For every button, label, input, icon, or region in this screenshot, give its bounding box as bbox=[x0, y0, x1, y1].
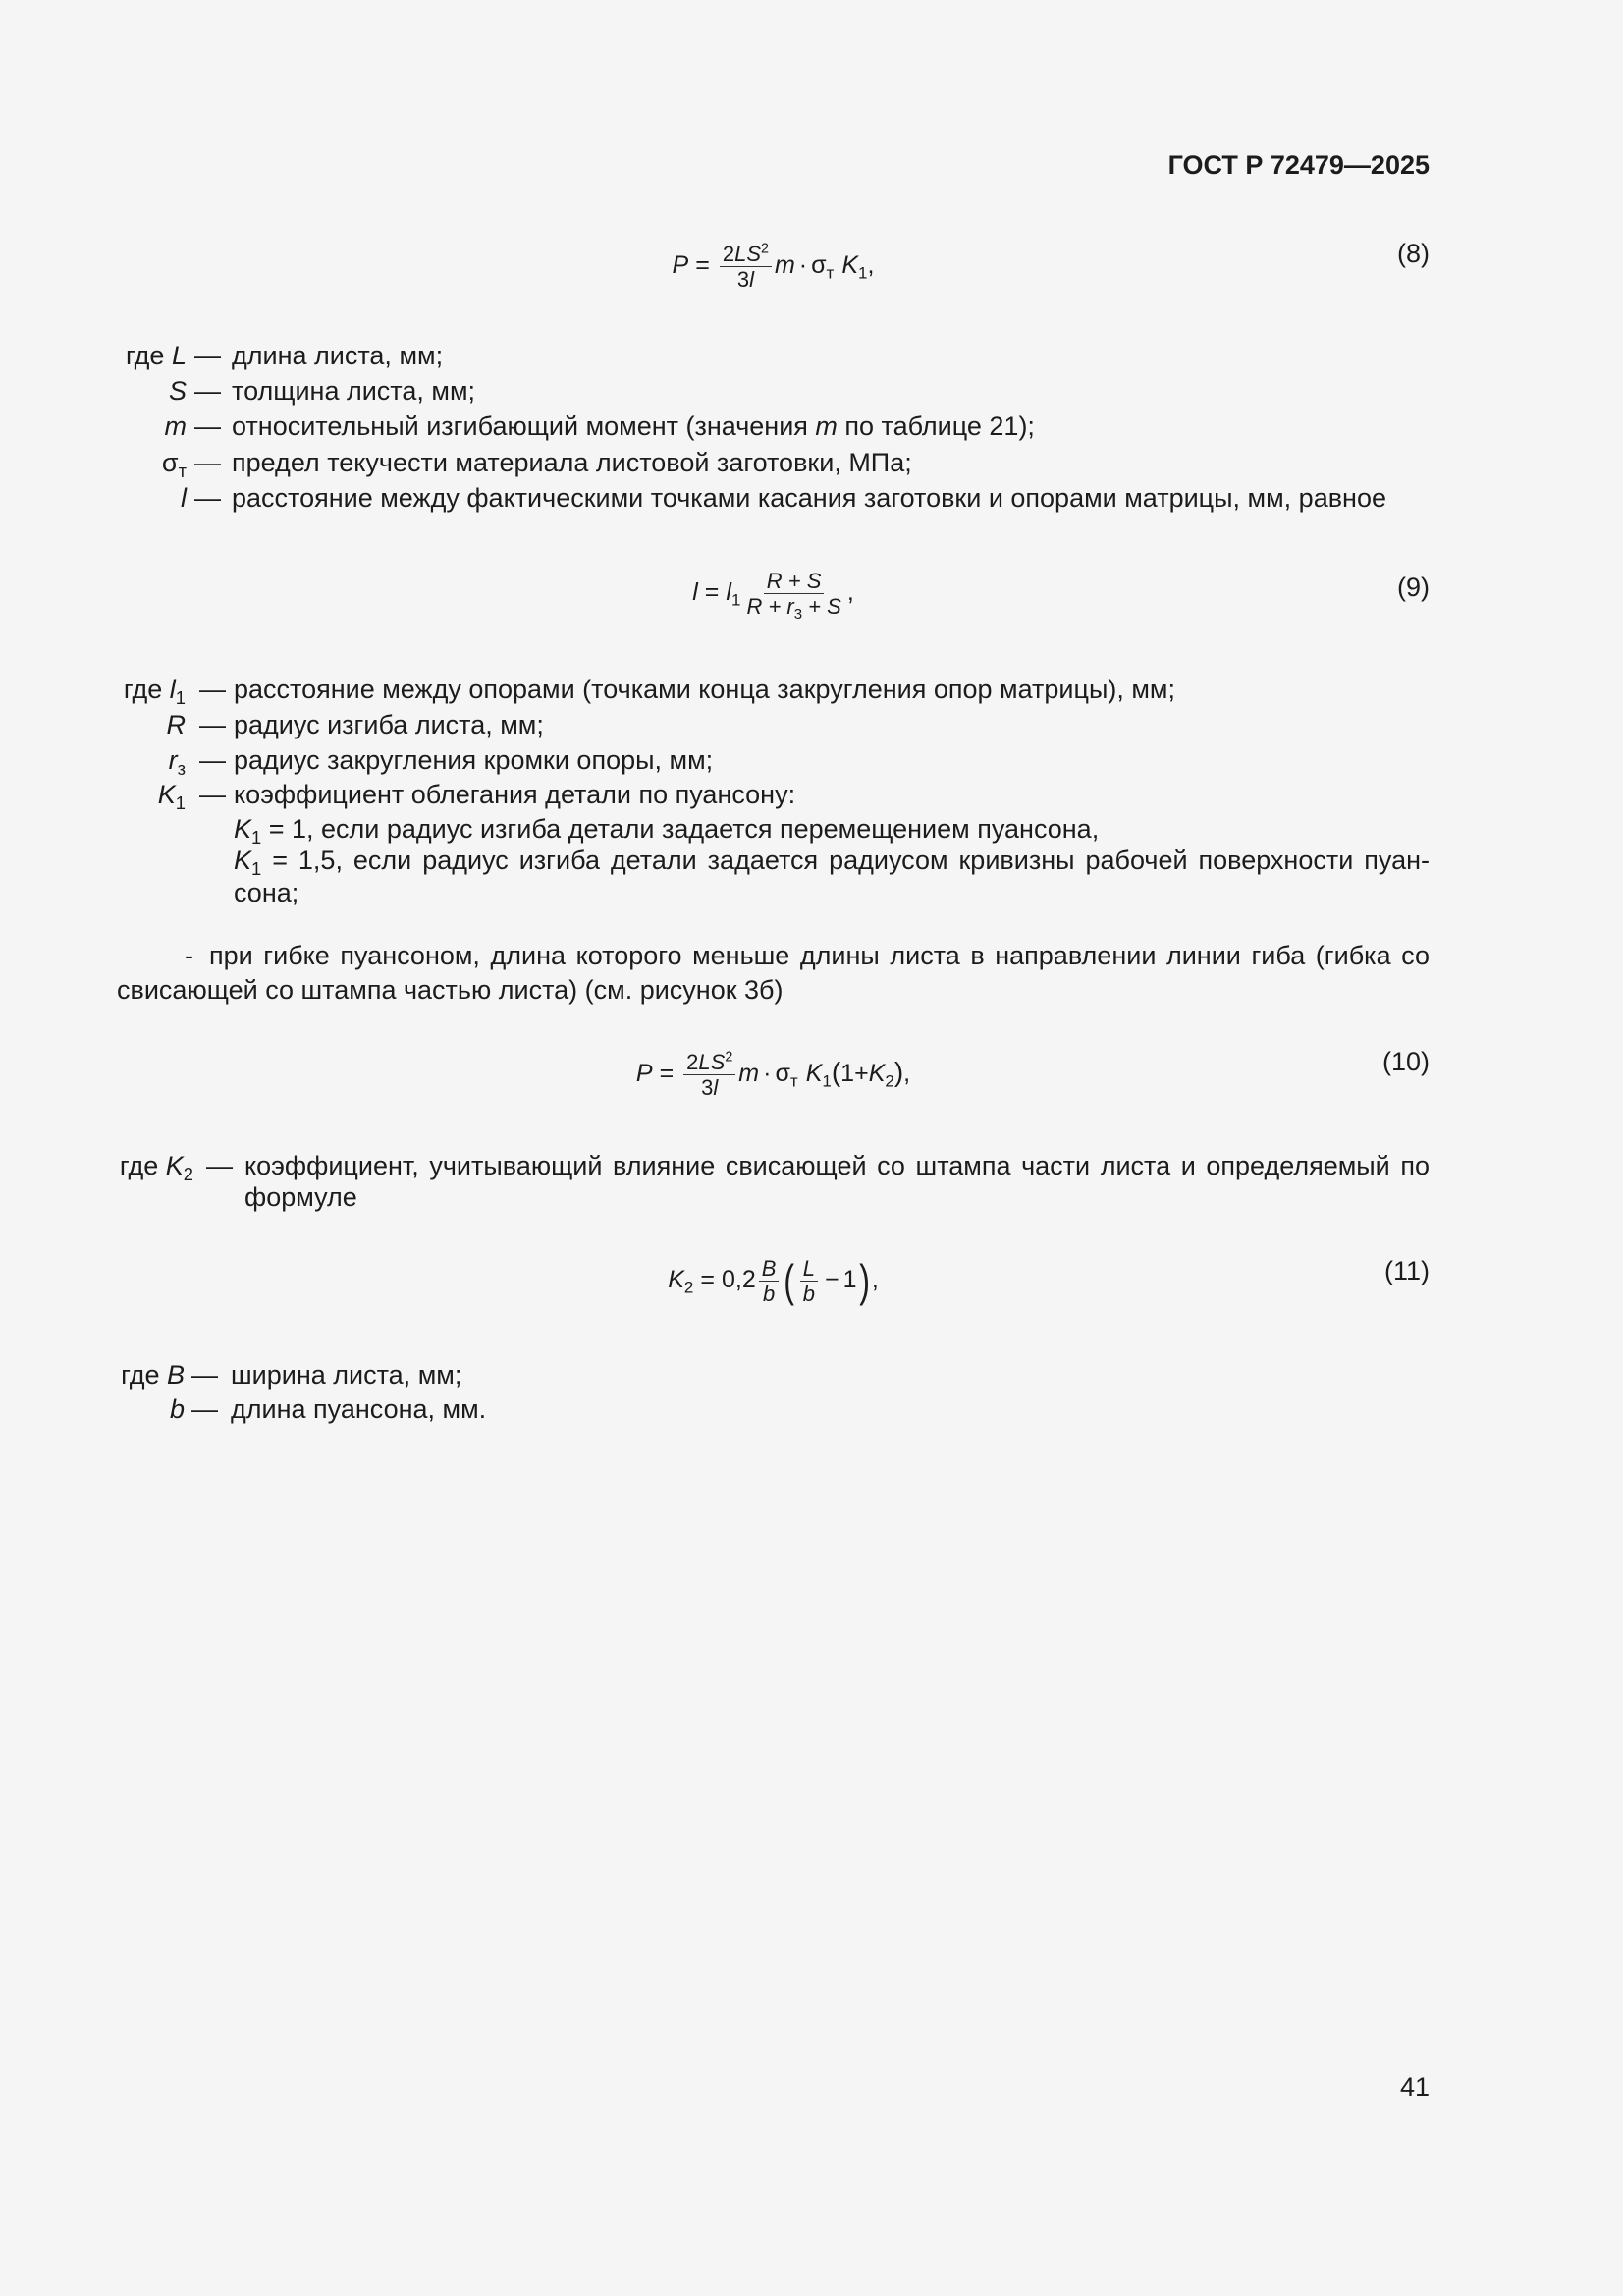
formula-9-number: (9) bbox=[1397, 573, 1430, 602]
dash: — bbox=[194, 483, 221, 513]
symbol-sigma-subscript: т bbox=[178, 460, 187, 481]
formula-8-numerator bbox=[720, 242, 772, 267]
legend-label bbox=[126, 338, 187, 373]
legend-row-K2-continued bbox=[0, 1179, 1623, 1215]
formula-11-minus: − bbox=[825, 1265, 839, 1293]
formula-10-tail: , bbox=[903, 1059, 911, 1087]
formula-10-k1: K bbox=[805, 1059, 823, 1087]
legend-text-line-1: коэффициент, учитывающий влияние свисающей со штампа части листа и определяемый по bbox=[244, 1151, 1430, 1180]
symbol-m: m bbox=[164, 411, 187, 441]
document-standard-number: ГОСТ Р 72479—2025 bbox=[1167, 150, 1430, 180]
legend-row-L bbox=[0, 338, 1623, 373]
symbol-r: r bbox=[168, 745, 178, 775]
case-text-line-1: = 1,5, если радиус изгиба детали задается радиусом кривизны рабочей поверхности пуан- bbox=[261, 846, 1430, 875]
formula-10 bbox=[117, 1035, 1430, 1114]
numerator-power: 2 bbox=[761, 240, 769, 256]
formula-9-lhs: l bbox=[692, 577, 698, 606]
legend-text-justified bbox=[234, 843, 1430, 878]
dash: — bbox=[194, 411, 221, 441]
symbol-K-subscript: 1 bbox=[251, 857, 262, 879]
formula-10-close-paren: ) bbox=[893, 1056, 904, 1087]
formula-8-number: (8) bbox=[1397, 239, 1430, 268]
formula-8-k: K bbox=[841, 250, 859, 279]
formula-11-open-paren: ( bbox=[784, 1255, 795, 1306]
where-word: где bbox=[123, 675, 163, 704]
formula-10-number: (10) bbox=[1381, 1047, 1430, 1076]
dash: — bbox=[191, 1360, 218, 1390]
denominator-part-1: R + r bbox=[746, 593, 794, 619]
where-word: где bbox=[121, 1360, 160, 1390]
legend-text: длина пуансона, мм. bbox=[231, 1394, 487, 1424]
dash: — bbox=[191, 1394, 218, 1424]
symbol-B: B bbox=[166, 1360, 185, 1390]
dash: — bbox=[199, 780, 226, 809]
dash: — bbox=[199, 675, 226, 704]
legend-text-line-2: формуле bbox=[244, 1182, 357, 1212]
legend-text: ширина листа, мм; bbox=[231, 1360, 462, 1390]
formula-10-fraction bbox=[683, 1050, 735, 1100]
dash: — bbox=[199, 710, 226, 739]
formula-11-close-paren: ) bbox=[858, 1255, 870, 1306]
formula-9-fraction bbox=[743, 568, 843, 623]
formula-10-sigma: σ bbox=[775, 1059, 790, 1087]
legend-label bbox=[170, 1392, 185, 1427]
formula-10-k2-subscript: 2 bbox=[885, 1071, 894, 1091]
symbol-L: L bbox=[171, 341, 187, 370]
formula-10-expression bbox=[636, 1050, 910, 1100]
formula-10-denominator bbox=[698, 1075, 721, 1100]
symbol-r-subscript: з bbox=[177, 757, 186, 779]
dash: — bbox=[194, 448, 221, 477]
denominator-coefficient: 3 bbox=[736, 266, 750, 292]
dash: — bbox=[194, 376, 221, 406]
formula-10-dot: · bbox=[763, 1059, 772, 1087]
legend-row-r3 bbox=[0, 742, 1623, 778]
numerator-variables: LS bbox=[698, 1049, 726, 1074]
legend-label bbox=[169, 742, 186, 778]
symbol-K-subscript: 2 bbox=[183, 1163, 193, 1184]
symbol-R: R bbox=[166, 710, 186, 739]
denominator-part-2: + S bbox=[802, 593, 841, 619]
legend-row-l1 bbox=[0, 672, 1623, 707]
legend-text: расстояние между опорами (точками конца закругления опор матрицы), мм; bbox=[234, 675, 1175, 704]
formula-8-sigma-subscript: т bbox=[826, 263, 835, 283]
formula-8-denominator bbox=[734, 267, 757, 292]
case-text-line-2: сона; bbox=[234, 878, 299, 907]
where-word: где bbox=[119, 1151, 159, 1180]
dash: — bbox=[199, 745, 226, 775]
numerator-coefficient: 2 bbox=[722, 241, 735, 266]
dash: — bbox=[194, 341, 221, 370]
dash: — bbox=[206, 1151, 233, 1180]
symbol-K-subscript: 1 bbox=[251, 826, 262, 847]
formula-9-l-subscript: 1 bbox=[730, 590, 741, 610]
bullet-line-1 bbox=[0, 938, 1623, 973]
where-word: где bbox=[126, 341, 165, 370]
formula-11 bbox=[117, 1241, 1430, 1320]
formula-9-expression bbox=[692, 568, 854, 623]
numerator-variables: LS bbox=[734, 241, 761, 266]
bullet-marker: - bbox=[185, 941, 193, 970]
symbol-l: l bbox=[169, 675, 176, 704]
legend-text: радиус изгиба листа, мм; bbox=[234, 710, 544, 739]
legend-text-after: по таблице 21); bbox=[837, 411, 1035, 441]
case-text: = 1, если радиус изгиба детали задается перемещением пуансона, bbox=[261, 814, 1100, 844]
formula-9-numerator: R + S bbox=[764, 569, 825, 594]
symbol-K: K bbox=[157, 780, 176, 809]
symbol-b: b bbox=[169, 1394, 185, 1424]
symbol-l: l bbox=[181, 483, 187, 513]
formula-8-dot: · bbox=[798, 250, 808, 279]
formula-8-lhs: P bbox=[672, 250, 689, 279]
denominator-variable: l bbox=[749, 266, 754, 292]
formula-11-denominator: b bbox=[762, 1281, 776, 1306]
legend-row-sigma bbox=[0, 445, 1623, 480]
legend-label bbox=[121, 1357, 185, 1393]
formula-8-expression bbox=[673, 242, 875, 292]
formula-10-one-plus: 1+ bbox=[840, 1059, 869, 1087]
legend-text: расстояние между фактическими точками касания заготовки и опорами матрицы, мм, равное bbox=[232, 483, 1387, 513]
bullet-text-line-1: при гибке пуансоном, длина которого меньше длины листа в направлении линии гиба (гибка со bbox=[209, 941, 1430, 970]
legend-text-before: относительный изгибающий момент (значения bbox=[232, 411, 816, 441]
legend-label bbox=[167, 707, 187, 742]
formula-11-equals: = bbox=[700, 1265, 715, 1293]
formula-10-equals: = bbox=[659, 1059, 675, 1087]
legend-row-K2 bbox=[0, 1148, 1623, 1183]
numerator-power: 2 bbox=[725, 1048, 733, 1065]
page-number: 41 bbox=[1399, 2072, 1430, 2102]
legend-label bbox=[162, 445, 187, 480]
formula-9-denominator bbox=[743, 593, 843, 623]
legend-text: коэффициент облегания детали по пуансону: bbox=[234, 780, 796, 809]
formula-11-tail: , bbox=[871, 1265, 879, 1293]
legend-row-K1 bbox=[0, 777, 1623, 812]
formula-10-lhs: P bbox=[635, 1059, 653, 1087]
formula-11-number: (11) bbox=[1383, 1256, 1430, 1285]
legend-text: радиус закругления кромки опоры, мм; bbox=[234, 745, 714, 775]
formula-9-l: l bbox=[726, 577, 731, 606]
formula-8-fraction bbox=[720, 242, 772, 292]
legend-row-S bbox=[0, 373, 1623, 409]
legend-label bbox=[165, 409, 188, 444]
formula-11-inner-fraction bbox=[800, 1256, 818, 1306]
formula-8-m: m bbox=[774, 250, 795, 279]
formula-9-tail: , bbox=[846, 577, 854, 606]
formula-8-sigma: σ bbox=[811, 250, 827, 279]
bullet-line-2 bbox=[0, 972, 1623, 1008]
inner-numerator: L bbox=[800, 1256, 818, 1282]
inner-denominator: b bbox=[802, 1281, 815, 1306]
symbol-K: K bbox=[234, 814, 252, 844]
formula-10-numerator bbox=[683, 1050, 735, 1075]
legend-text bbox=[232, 409, 1035, 444]
legend-row-B bbox=[0, 1357, 1623, 1393]
formula-8-k-subscript: 1 bbox=[858, 263, 868, 283]
legend-text: толщина листа, мм; bbox=[232, 376, 476, 406]
formula-9 bbox=[117, 554, 1430, 632]
formula-9-equals: = bbox=[704, 577, 720, 606]
formula-8 bbox=[117, 227, 1430, 305]
numerator-coefficient: 2 bbox=[686, 1049, 699, 1074]
legend-row-K1-case-2 bbox=[0, 843, 1623, 878]
formula-11-lhs: K bbox=[668, 1265, 684, 1293]
legend-label bbox=[169, 373, 187, 409]
denominator-coefficient: 3 bbox=[701, 1074, 714, 1100]
formula-11-lhs-subscript: 2 bbox=[683, 1278, 694, 1297]
legend-label bbox=[158, 777, 186, 812]
inline-symbol-m: m bbox=[815, 411, 838, 441]
symbol-K: K bbox=[234, 846, 252, 875]
symbol-K-subscript: 1 bbox=[175, 792, 186, 813]
legend-row-K1-case-2-continued bbox=[0, 875, 1623, 910]
formula-8-tail: , bbox=[867, 250, 875, 279]
formula-10-k2: K bbox=[868, 1059, 886, 1087]
legend-row-m bbox=[0, 409, 1623, 444]
formula-10-k1-subscript: 1 bbox=[822, 1071, 832, 1091]
legend-text: длина листа, мм; bbox=[232, 341, 444, 370]
formula-8-equals: = bbox=[695, 250, 710, 279]
legend-label bbox=[181, 480, 187, 516]
formula-10-m: m bbox=[738, 1059, 760, 1087]
legend-text bbox=[234, 811, 1099, 847]
symbol-K: K bbox=[165, 1151, 184, 1180]
denominator-subscript: 3 bbox=[793, 605, 803, 623]
formula-10-sigma-subscript: т bbox=[789, 1071, 798, 1091]
formula-11-fraction bbox=[759, 1256, 780, 1306]
symbol-sigma: σ bbox=[161, 448, 179, 477]
legend-label bbox=[124, 672, 186, 707]
legend-row-b bbox=[0, 1392, 1623, 1427]
formula-11-numerator: B bbox=[759, 1256, 780, 1282]
legend-text: предел текучести материала листовой заготовки, МПа; bbox=[232, 448, 912, 477]
legend-row-l bbox=[0, 480, 1623, 516]
denominator-variable: l bbox=[713, 1074, 719, 1100]
symbol-S: S bbox=[168, 376, 187, 406]
formula-10-open-paren: ( bbox=[831, 1056, 841, 1087]
bullet-text-line-2: свисающей со штампа частью листа) (см. рисунок 3б) bbox=[117, 975, 784, 1005]
formula-11-expression bbox=[668, 1256, 879, 1306]
legend-row-K1-case-1 bbox=[0, 811, 1623, 847]
legend-label bbox=[120, 1148, 193, 1183]
legend-row-R bbox=[0, 707, 1623, 742]
formula-11-coefficient: 0,2 bbox=[721, 1265, 756, 1293]
formula-11-one: 1 bbox=[842, 1265, 857, 1293]
symbol-l-subscript: 1 bbox=[175, 686, 186, 708]
